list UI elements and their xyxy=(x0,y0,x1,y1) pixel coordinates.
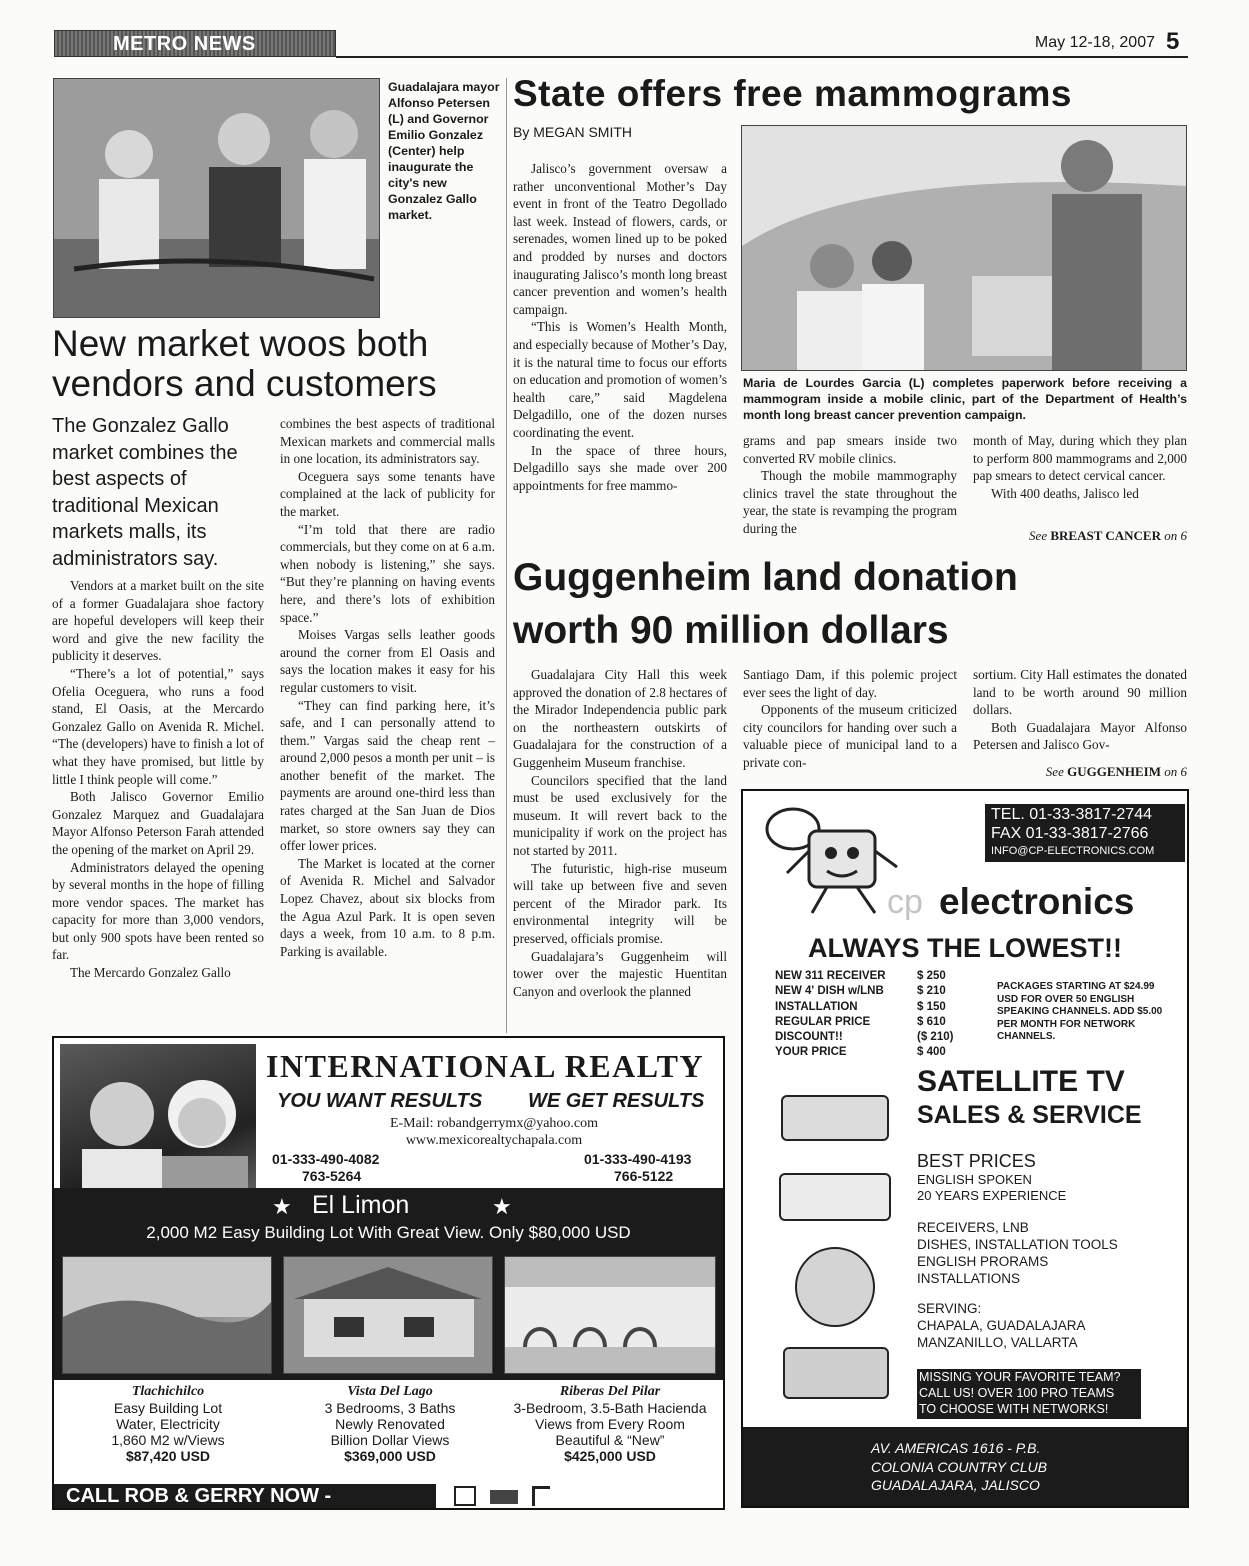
guggenheim-column-3 xyxy=(973,666,1187,754)
el-limon-banner xyxy=(54,1188,723,1250)
listing-detail: Easy Building Lot xyxy=(113,1400,223,1416)
address-line: GUADALAJARA, JALISCO xyxy=(871,1477,1040,1493)
realty-phone-left-2: 763-5264 xyxy=(302,1168,362,1184)
issue-date: May 12-18, 2007 xyxy=(1034,34,1155,51)
address-line: COLONIA COUNTRY CLUB xyxy=(871,1458,1048,1475)
paragraph: Administrators delayed the opening by several months in the hope of filling more vendor spaces. The market has capacity for more than 3,000 vendors, but only 900 spots have been rented so far. xyxy=(52,859,264,963)
price-row: INSTALLATION $ 150 xyxy=(775,1000,946,1013)
price-row: REGULAR PRICE $ 610 xyxy=(775,1015,946,1028)
guggenheim-column-2 xyxy=(743,666,957,772)
realty-phone-right-2: 766-5122 xyxy=(614,1168,674,1184)
listing-price: $87,420 USD xyxy=(125,1448,211,1464)
listing-vista-del-lago[interactable] xyxy=(280,1384,500,1464)
listing-riberas-del-pilar[interactable] xyxy=(500,1384,720,1464)
paragraph: Though the mobile mammography clinics travel the state throughout the year, the state is revamping the program during the xyxy=(743,468,957,536)
price-row: NEW 4' DISH w/LNB $ 210 xyxy=(775,985,946,998)
paragraph: The Mercardo Gonzalez Gallo xyxy=(70,965,231,981)
realty-title: INTERNATIONAL REALTY xyxy=(266,1048,705,1084)
paragraph: The futuristic, high-rise museum will take up between five and seven percent of the Mirador park. Its environmental integrity will be preserved, officials promise. xyxy=(513,860,727,946)
satellite-subtitle: SALES & SERVICE xyxy=(917,1101,1142,1129)
paragraph: Moises Vargas sells leather goods around the corner from El Oasis and says the location makes it easy for his regular customers to visit. xyxy=(280,627,495,695)
experience: 20 YEARS EXPERIENCE xyxy=(917,1188,1067,1203)
listing-detail: Water, Electricity xyxy=(116,1416,220,1432)
realty-cta: CALL ROB & GERRY NOW - xyxy=(66,1485,332,1507)
mobile-clinic-photo xyxy=(741,125,1187,371)
listing-detail: Views from Every Room xyxy=(535,1416,685,1432)
address-box xyxy=(743,1427,1187,1506)
market-column-2 xyxy=(280,415,495,960)
paragraph: Opponents of the museum criticized city councilors for handing over such a valuable piece of municipal land to a private con- xyxy=(743,702,957,770)
missing-line: CALL US! OVER 100 PRO TEAMS xyxy=(919,1386,1115,1400)
realty-phone-right-1: 01-333-490-4193 xyxy=(584,1151,692,1167)
realty-email[interactable]: E-Mail: robandgerrymx@yahoo.com xyxy=(389,1116,599,1131)
serving-label: SERVING: xyxy=(917,1301,982,1316)
paragraph: With 400 deaths, Jalisco led xyxy=(991,485,1139,501)
listing-photo-riberas-del-pilar xyxy=(504,1256,716,1374)
packages-note: PACKAGES STARTING AT $24.99 USD FOR OVER 50 ENGLISH SPEAKING CHANNELS. ADD $5.00 PER MONTH FOR NETWORK CHANNELS. xyxy=(997,981,1163,1042)
paragraph: “There’s a lot of potential,” says Ofelia Oceguera, who runs a food stand, El Oasis, at the Mercardo Gonzalez Gallo on Avenida R. Michel. “The (developers) have to finish a lot of what they have promised, but little by little I think people will come.” xyxy=(52,665,264,787)
guggenheim-column-1 xyxy=(513,666,727,1000)
market-deck: The Gonzalez Gallo market combines the best aspects of traditional Mexican markets malls, its administrators say. xyxy=(52,415,238,570)
english-spoken: ENGLISH SPOKEN xyxy=(917,1172,1032,1187)
van-icon xyxy=(779,1173,891,1221)
satellite-title: SATELLITE TV xyxy=(917,1065,1125,1098)
price-list xyxy=(775,969,965,1061)
service-list xyxy=(917,1219,1118,1287)
listing-name: Tlachichilco xyxy=(131,1384,205,1399)
serving-cities-1: CHAPALA, GUADALAJARA xyxy=(917,1318,1086,1333)
guggenheim-headline-1: Guggenheim land donation xyxy=(513,556,1018,599)
paragraph: grams and pap smears inside two converted RV mobile clinics. xyxy=(743,433,957,466)
mammogram-photo-caption: Maria de Lourdes Garcia (L) completes paperwork before receiving a mammogram inside a mobile clinic, part of the Department of Health’s month long breast cancer prevention campaign. xyxy=(743,376,1187,422)
service-item: RECEIVERS, LNB xyxy=(917,1220,1029,1235)
mammogram-byline: By MEGAN SMITH xyxy=(513,124,633,140)
price-row: DISCOUNT!! ($ 210) xyxy=(775,1031,954,1044)
listing-detail: 3 Bedrooms, 3 Baths xyxy=(324,1400,456,1416)
market-headline-1: New market woos both xyxy=(52,323,429,364)
market-photo-caption: Guadalajara mayor Alfonso Petersen (L) and Governor Emilio Gonzalez (Center) help inaugurate the city's new Gonzalez Gallo market. xyxy=(388,80,500,222)
dish-icon xyxy=(795,1247,875,1327)
paragraph: The Market is located at the corner of Avenida R. Michel and Salvador Lopez Chavez, about six blocks from the Agua Azul Park. It is open seven days a week, from 10 a.m. to 8 p.m. Parking is available. xyxy=(280,855,495,959)
missing-team-box xyxy=(917,1369,1141,1419)
header-rule xyxy=(336,56,1188,58)
mammogram-headline: State offers free mammograms xyxy=(513,73,1072,114)
electronics-brand: electronics xyxy=(939,881,1135,922)
service-item: DISHES, INSTALLATION TOOLS xyxy=(917,1237,1118,1252)
realty-ad xyxy=(52,1036,725,1510)
paragraph: “They can find parking here, it’s safe, and I can personally attend to them.” Vargas said the cheap rent – around 2,000 pesos a month per unit – is another benefit of the market. The payments are around one-third less than rates charged at the San Juan de Dios market, so store owners say they can offer lower prices. xyxy=(280,697,495,854)
paragraph: sortium. City Hall estimates the donated land to be worth around 90 million dollars. xyxy=(973,667,1187,718)
paragraph: Both Guadalajara Mayor Alfonso Petersen and Jalisco Gov- xyxy=(973,719,1187,753)
guggenheim-jump[interactable]: See GUGGENHEIM on 6 xyxy=(1045,764,1187,779)
listing-name: Riberas Del Pilar xyxy=(559,1384,661,1399)
partner-logo-icon xyxy=(490,1490,518,1504)
best-prices: BEST PRICES xyxy=(917,1151,1036,1171)
electronics-tagline: ALWAYS THE LOWEST!! xyxy=(807,933,1122,963)
listing-detail: Beautiful & “New” xyxy=(555,1432,665,1448)
tools-icon xyxy=(783,1347,889,1399)
paragraph: Councilors specified that the land must be used exclusively for the museum. It will revert back to the municipality if work on the project has not started by 2011. xyxy=(513,772,727,858)
electronics-ad xyxy=(741,789,1189,1508)
price-row: YOUR PRICE $ 400 xyxy=(775,1046,946,1059)
market-photo xyxy=(53,78,380,318)
paragraph: In the space of three hours, Delgadillo says she made over 200 appointments for free mammo- xyxy=(513,442,727,493)
page-number: 5 xyxy=(1166,28,1180,55)
listing-price: $369,000 USD xyxy=(344,1448,436,1464)
electronics-email[interactable]: INFO@CP-ELECTRONICS.COM xyxy=(991,845,1155,857)
paragraph: month of May, during which they plan to perform 800 mammograms and 2,000 pap smears to detect cervical cancer. xyxy=(973,433,1187,484)
serving-cities-2: MANZANILLO, VALLARTA xyxy=(917,1335,1078,1350)
el-limon-subtitle: 2,000 M2 Easy Building Lot With Great View. Only $80,000 USD xyxy=(146,1223,631,1242)
paragraph: Jalisco’s government oversaw a rather unconventional Mother’s Day event in front of the Teatro Degollado last week. Instead of flowers, cards, or serenades, women lined up to be poked and prodded by nurses and doctors inaugurating Jalisco’s month long breast cancer prevention and women’s health campaign. xyxy=(513,161,727,317)
house-icon xyxy=(284,1257,492,1373)
service-item: ENGLISH PRORAMS xyxy=(917,1254,1049,1269)
receiver-icon xyxy=(781,1095,889,1141)
address-line: AV. AMERICAS 1616 - P.B. xyxy=(871,1440,1041,1456)
el-limon-title: El Limon xyxy=(312,1191,410,1219)
realty-website[interactable]: www.mexicorealtychapala.com xyxy=(405,1133,583,1148)
paragraph: combines the best aspects of traditional Mexican markets and commercial malls in one location, its administrators say. xyxy=(280,416,495,467)
contact-box xyxy=(985,804,1185,862)
market-column-1 xyxy=(52,577,264,982)
partner-logo-icon xyxy=(454,1486,476,1506)
realty-cta-bar[interactable] xyxy=(54,1484,436,1508)
paragraph: Oceguera says some tenants have complained at the lack of publicity for the market. xyxy=(280,468,495,519)
realty-slogan-right: WE GET RESULTS xyxy=(528,1090,705,1112)
market-headline-2: vendors and customers xyxy=(52,363,437,404)
listing-photo-tlachichilco xyxy=(62,1256,272,1374)
star-icon: ★ xyxy=(272,1194,292,1219)
section-banner xyxy=(54,30,336,57)
listing-detail: 3-Bedroom, 3.5-Bath Hacienda xyxy=(513,1400,707,1416)
missing-line: TO CHOOSE WITH NETWORKS! xyxy=(919,1402,1109,1416)
breast-cancer-jump[interactable]: See BREAST CANCER on 6 xyxy=(1029,528,1187,543)
paragraph: Vendors at a market built on the site of a former Guadalajara shoe factory are hopeful developers will keep their word and give the new facility the publicity it deserves. xyxy=(52,578,264,664)
cp-logo-icon: cp xyxy=(887,883,923,921)
realty-phone-left-1: 01-333-490-4082 xyxy=(272,1151,380,1167)
mammogram-column-1 xyxy=(513,160,727,494)
column-rule xyxy=(506,78,507,1033)
price-row: NEW 311 RECEIVER $ 250 xyxy=(775,970,946,982)
listing-detail: Newly Renovated xyxy=(335,1416,445,1432)
paragraph: “I’m told that there are radio commercials, but they come on at 6 a.m. when nobody is listening,” she says. “But they’re planning on having events here, and there’s lots of exhibition space.” xyxy=(280,521,495,625)
paragraph: “This is Women’s Health Month, and especially because of Mother’s Day, it is the natural time to focus our efforts on education and promotion of women’s health care,” said Magdelena Delgadillo, one of the dozen nurses coordinating the event. xyxy=(513,319,727,440)
hacienda-icon xyxy=(505,1257,715,1373)
star-icon: ★ xyxy=(492,1194,512,1219)
mammogram-column-2 xyxy=(743,432,957,538)
people-icon xyxy=(54,79,379,317)
guggenheim-headline-2: worth 90 million dollars xyxy=(513,609,949,652)
paragraph: Guadalajara’s Guggenheim will tower over the majestic Huentitan Canyon and overlook the planned xyxy=(513,948,727,999)
electronics-tel: TEL. 01-33-3817-2744 xyxy=(991,806,1152,823)
listing-name: Vista Del Lago xyxy=(347,1384,433,1399)
listing-price: $425,000 USD xyxy=(564,1448,656,1464)
partner-logo-icon xyxy=(532,1486,550,1506)
paragraph: Both Jalisco Governor Emilio Gonzalez Marquez and Guadalajara Mayor Alfonso Peterson Farah attended the opening of the market on April 29. xyxy=(52,789,264,857)
mascot-tv-icon xyxy=(757,801,907,921)
realty-slogan-left: YOU WANT RESULTS xyxy=(277,1090,483,1112)
electronics-fax: FAX 01-33-3817-2766 xyxy=(991,825,1149,842)
clinic-icon xyxy=(742,126,1186,370)
listing-detail: Billion Dollar Views xyxy=(330,1432,450,1448)
section-title: METRO NEWS xyxy=(113,33,256,55)
mammogram-column-3 xyxy=(973,432,1187,502)
listing-photo-vista-del-lago xyxy=(283,1256,493,1374)
paragraph: Santiago Dam, if this polemic project ever sees the light of day. xyxy=(743,667,957,700)
listing-tlachichilco[interactable] xyxy=(58,1384,278,1464)
paragraph: Guadalajara City Hall this week approved the donation of 2.8 hectares of the Mirador Independencia public park on the northeastern outskirts of Guadalajara for the construction of a Guggenheim Museum franchise. xyxy=(513,667,727,770)
landscape-icon xyxy=(63,1257,271,1373)
missing-line: MISSING YOUR FAVORITE TEAM? xyxy=(919,1370,1121,1384)
listing-detail: 1,860 M2 w/Views xyxy=(111,1432,225,1448)
service-item: INSTALLATIONS xyxy=(917,1271,1021,1286)
